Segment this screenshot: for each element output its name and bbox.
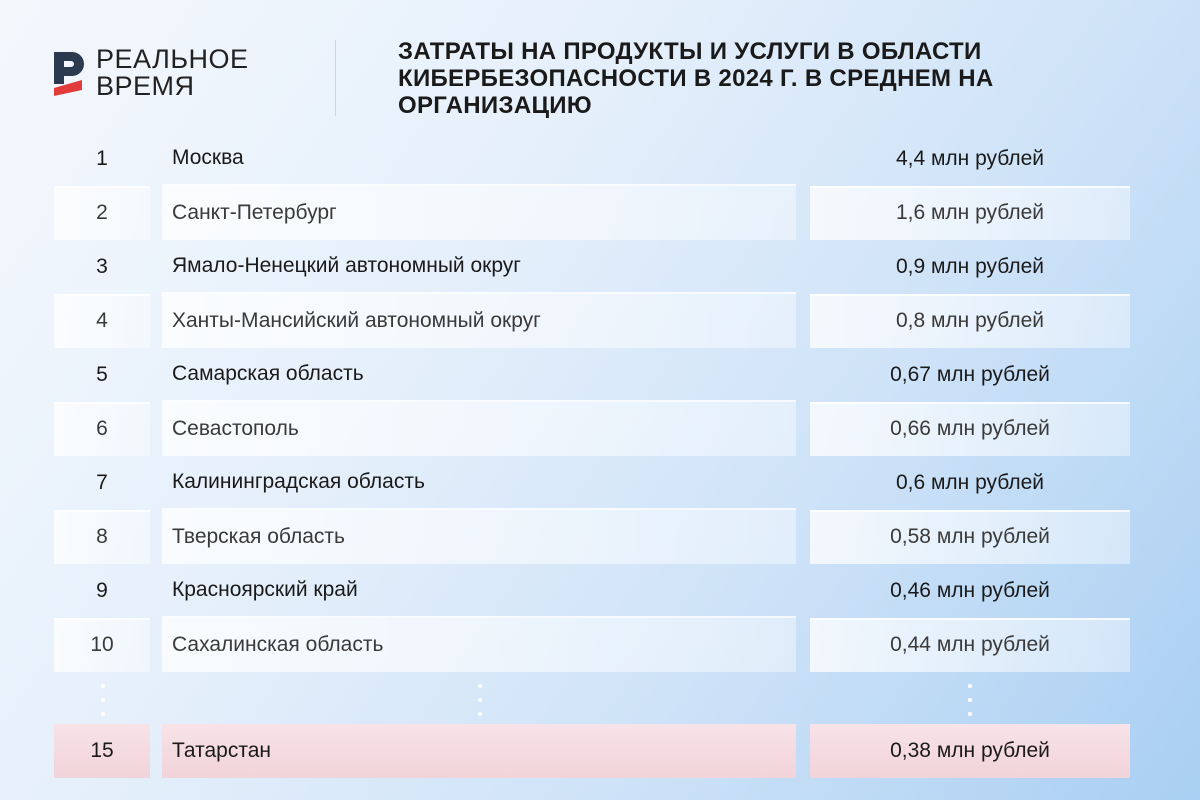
value-cell: 0,9 млн рублей: [810, 240, 1130, 296]
logo-line2: ВРЕМЯ: [96, 71, 195, 101]
value-cell: 4,4 млн рублей: [810, 132, 1130, 188]
rank-cell: 5: [54, 348, 150, 404]
region-cell: Самарская область: [162, 348, 796, 402]
region-cell: Ямало-Ненецкий автономный округ: [162, 240, 796, 294]
region-cell: Санкт-Петербург: [162, 186, 796, 240]
table-row: [0, 724, 1200, 778]
value-cell: 0,44 млн рублей: [810, 618, 1130, 672]
region-cell: Калининградская область: [162, 456, 796, 510]
table-row: [0, 618, 1200, 672]
value-cell: 0,46 млн рублей: [810, 564, 1130, 620]
value-cell: 0,67 млн рублей: [810, 348, 1130, 404]
table-row: [0, 564, 1200, 618]
rank-cell: 3: [54, 240, 150, 296]
value-cell: 0,38 млн рублей: [810, 724, 1130, 778]
value-cell: 0,6 млн рублей: [810, 456, 1130, 512]
table-row: [0, 132, 1200, 186]
rank-cell: 4: [54, 294, 150, 348]
rank-cell: 7: [54, 456, 150, 512]
value-cell: 1,6 млн рублей: [810, 186, 1130, 240]
logo-line1: РЕАЛЬНОЕ: [96, 44, 249, 74]
page-title: ЗАТРАТЫ НА ПРОДУКТЫ И УСЛУГИ В ОБЛАСТИ КИБЕРБЕЗОПАСНОСТИ В 2024 Г. В СРЕДНЕМ НА ОРГАНИЗАЦИЮ: [398, 38, 994, 119]
table-row: [0, 510, 1200, 564]
ellipsis-dots-rank: [100, 684, 106, 724]
logo-r-icon: [52, 50, 86, 98]
region-cell: Ханты-Мансийский автономный округ: [162, 294, 796, 348]
table-row: [0, 186, 1200, 240]
region-cell: Татарстан: [162, 724, 796, 778]
region-cell: Тверская область: [162, 510, 796, 564]
region-cell: Красноярский край: [162, 564, 796, 618]
ellipsis-dots-value: [967, 684, 973, 724]
rank-cell: 10: [54, 618, 150, 672]
rank-cell: 2: [54, 186, 150, 240]
table-row: [0, 348, 1200, 402]
value-cell: 0,8 млн рублей: [810, 294, 1130, 348]
header-divider: [335, 40, 336, 116]
logo-text: [96, 46, 249, 100]
rank-cell: 1: [54, 132, 150, 188]
table-row: [0, 240, 1200, 294]
region-cell: Сахалинская область: [162, 618, 796, 672]
rank-cell: 6: [54, 402, 150, 456]
rank-cell: 8: [54, 510, 150, 564]
region-cell: Москва: [162, 132, 796, 186]
value-cell: 0,66 млн рублей: [810, 402, 1130, 456]
table-row: [0, 294, 1200, 348]
ellipsis-dots-region: [477, 684, 483, 724]
rank-cell: 9: [54, 564, 150, 620]
region-cell: Севастополь: [162, 402, 796, 456]
brand-logo: [52, 46, 272, 106]
value-cell: 0,58 млн рублей: [810, 510, 1130, 564]
table-row: [0, 456, 1200, 510]
rank-cell: 15: [54, 724, 150, 778]
table-row: [0, 402, 1200, 456]
